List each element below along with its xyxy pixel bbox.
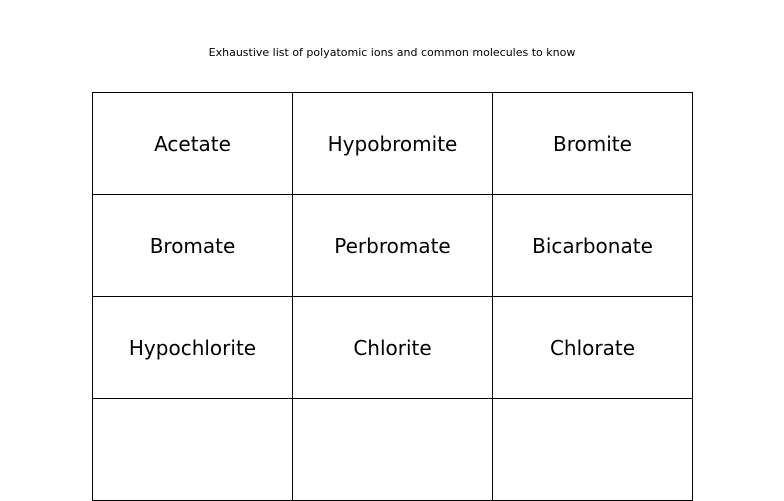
- table-cell: Perbromate: [293, 195, 493, 297]
- page-title: Exhaustive list of polyatomic ions and common molecules to know: [208, 46, 576, 59]
- table-row: [93, 297, 693, 399]
- table-cell: Bicarbonate: [493, 195, 693, 297]
- table-cell: Chlorate: [493, 297, 693, 399]
- table-cell: [93, 399, 293, 501]
- table-row: [93, 399, 693, 501]
- ion-table: [92, 92, 693, 501]
- table-cell: [493, 399, 693, 501]
- table-cell: Acetate: [93, 93, 293, 195]
- table-cell: [293, 399, 493, 501]
- table-cell: Bromate: [93, 195, 293, 297]
- table-cell: Bromite: [493, 93, 693, 195]
- table-cell: Chlorite: [293, 297, 493, 399]
- table-cell: Hypobromite: [293, 93, 493, 195]
- table-row: [93, 93, 693, 195]
- table-cell: Hypochlorite: [93, 297, 293, 399]
- table-row: [93, 195, 693, 297]
